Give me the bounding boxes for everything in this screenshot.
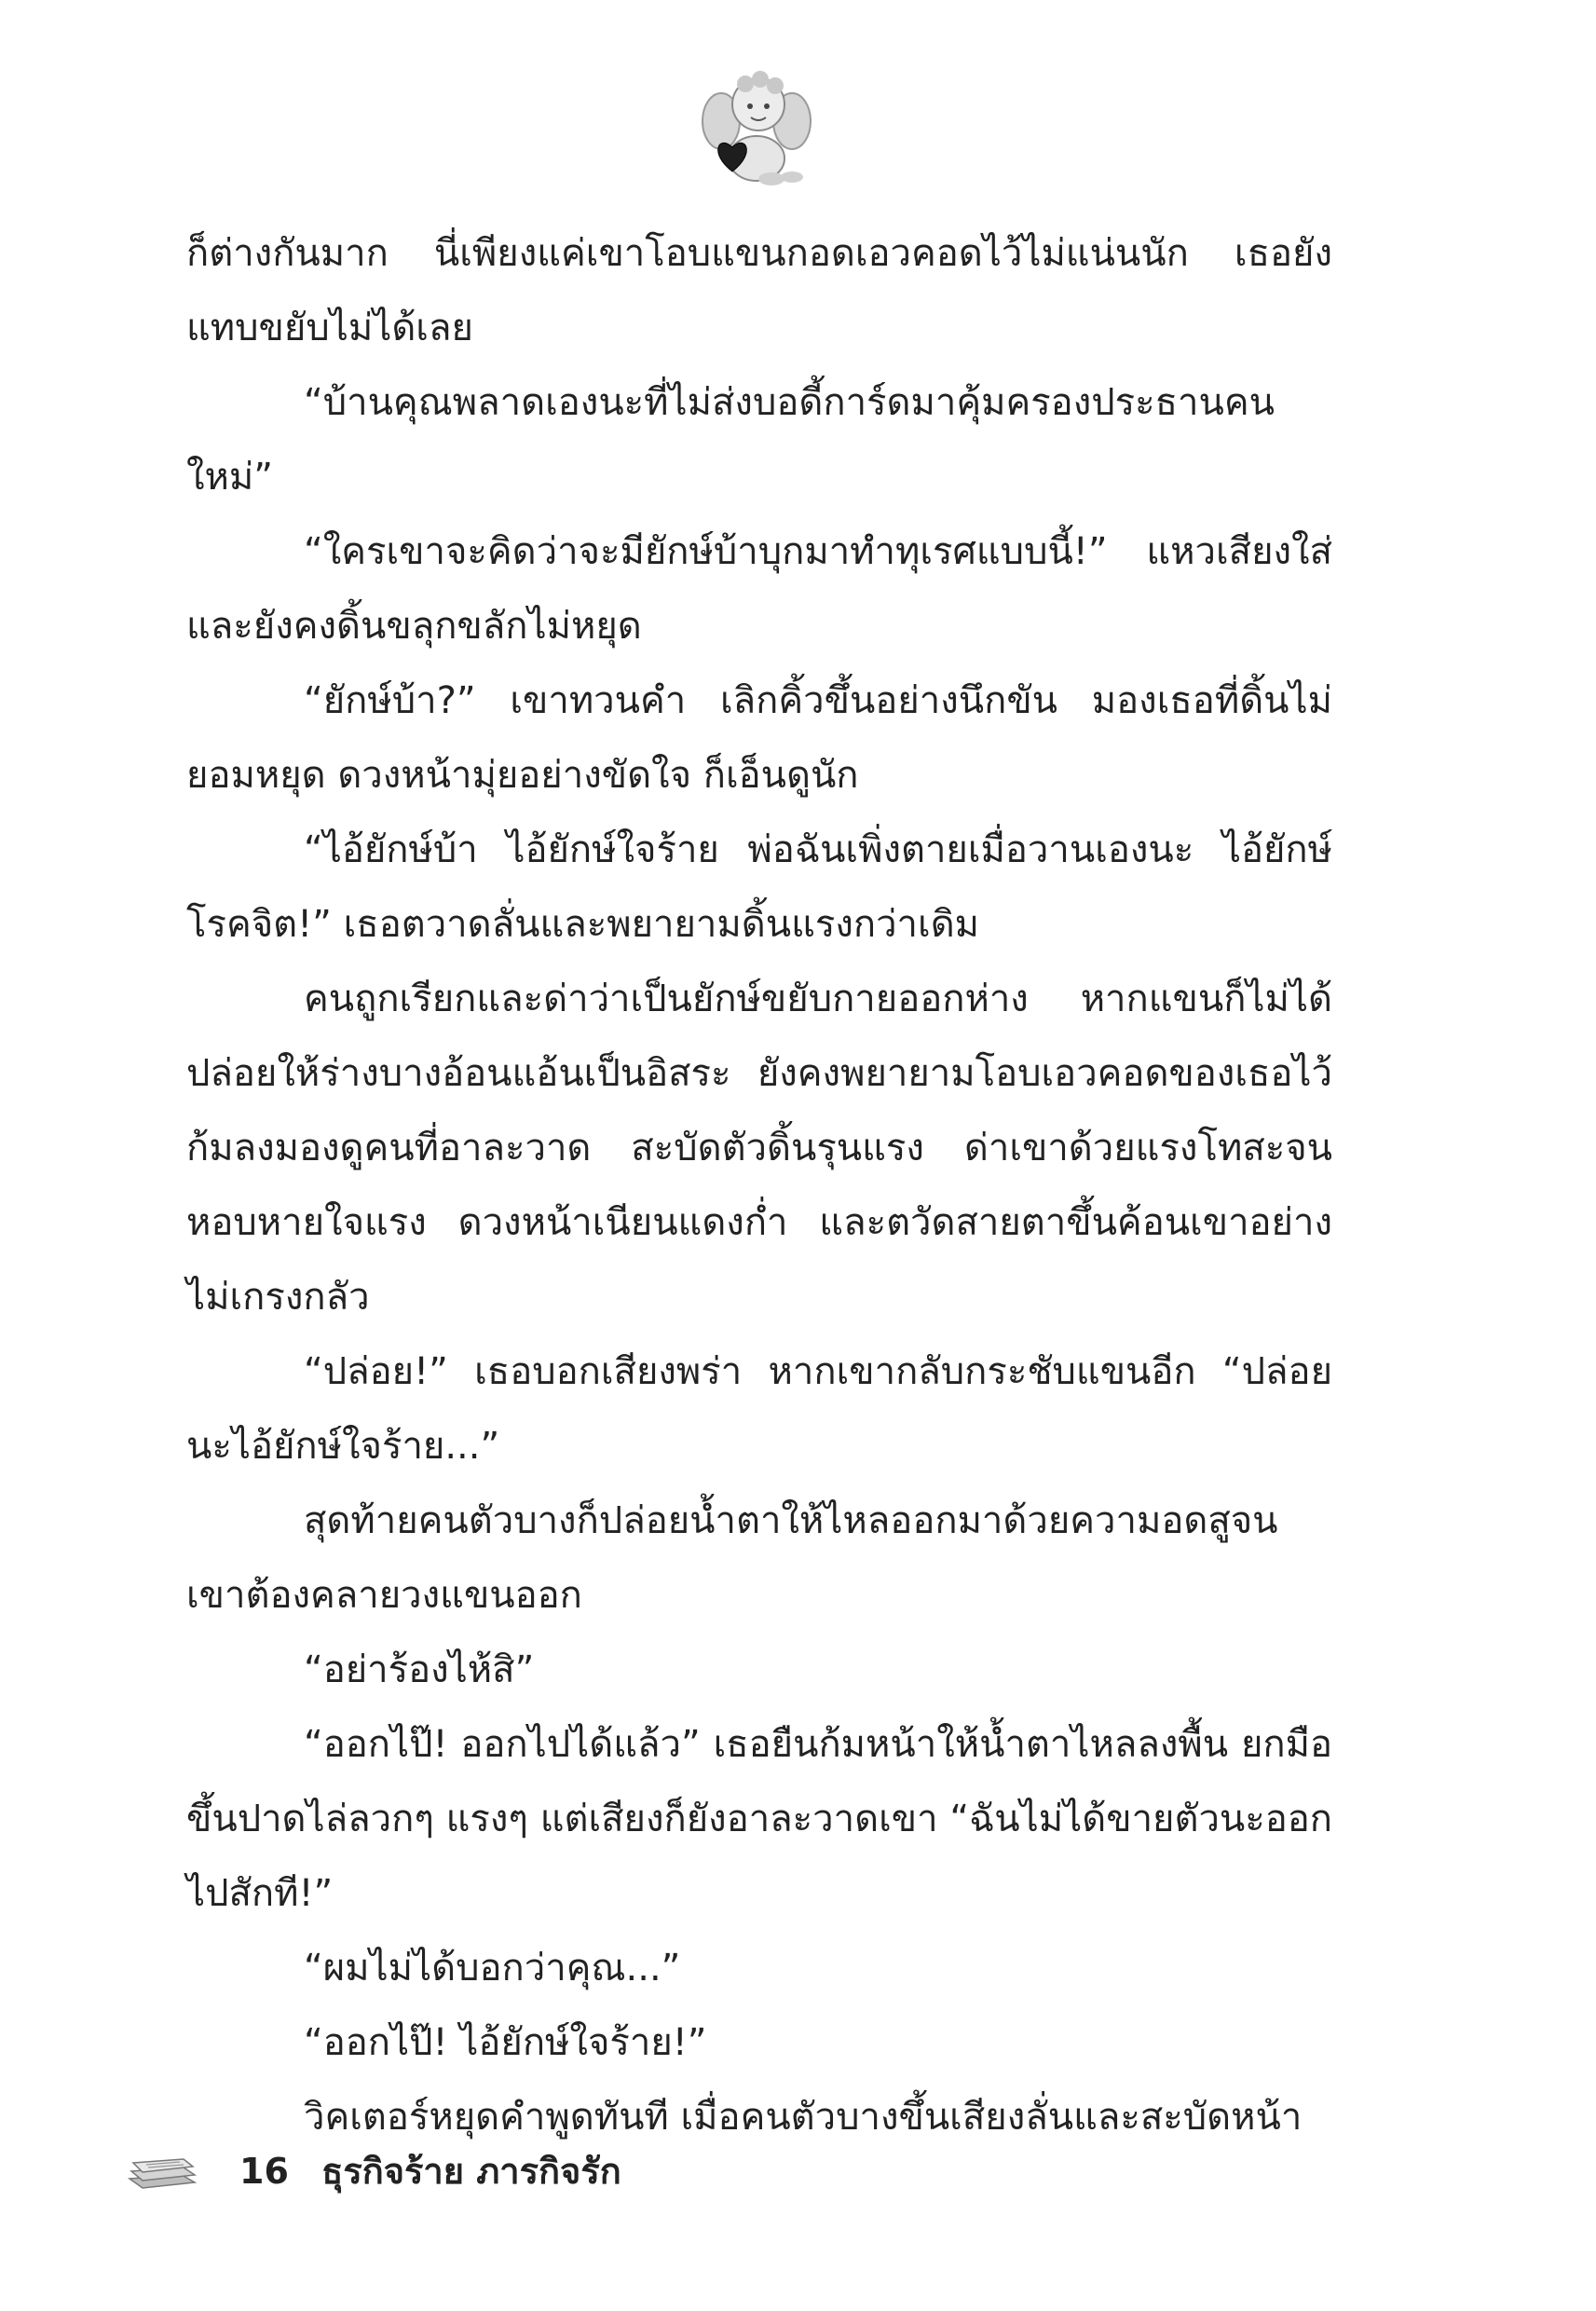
- paragraph: สุดท้ายคนตัวบางก็ปล่อยน้ำตาให้ไหลออกมาด้วยความอดสูจนเขาต้องคลายวงแขนออก: [186, 1499, 1278, 1617]
- page-footer: [126, 2143, 778, 2199]
- paragraph: “ปล่อย!” เธอบอกเสียงพร่า หากเขากลับกระชับแขนอีก “ปล่อยนะไอ้ยักษ์ใจร้าย...”: [186, 1350, 1332, 1468]
- cupid-heart-icon: [701, 67, 812, 188]
- paragraph: คนถูกเรียกและด่าว่าเป็นยักษ์ขยับกายออกห่าง หากแขนก็ไม่ได้ปล่อยให้ร่างบางอ้อนแอ้นเป็นอิสระ ยังคงพยายามโอบเอวคอดของเธอไว้ ก้มลงมองดูคนที่อาละวาด สะบัดตัวดิ้นรุนแรง ด่าเขาด้วยแรงโทสะจนหอบหายใจแรง ดวงหน้าเนียนแดงก่ำ และตวัดสายตาขึ้นค้อนเขาอย่างไม่เกรงกลัว: [186, 978, 1332, 1319]
- paragraph: ก็ต่างกันมาก นี่เพียงแค่เขาโอบแขนกอดเอวคอดไว้ไม่แน่นนัก เธอยังแทบขยับไม่ได้เลย: [186, 232, 1332, 349]
- paragraph: “ผมไม่ได้บอกว่าคุณ...”: [304, 1947, 681, 1990]
- paragraph: วิคเตอร์หยุดคำพูดทันที เมื่อคนตัวบางขึ้นเสียงลั่นและสะบัดหน้า: [304, 2096, 1303, 2139]
- book-title: ธุรกิจร้าย ภารกิจรัก: [321, 2151, 621, 2192]
- paragraph: “ใครเขาจะคิดว่าจะมียักษ์บ้าบุกมาทำทุเรศแบบนี้!” แหวเสียงใส่และยังคงดิ้นขลุกขลักไม่หยุด: [186, 530, 1332, 648]
- paragraph: “ออกไป๊! ไอ้ยักษ์ใจร้าย!”: [304, 2021, 707, 2064]
- paragraph: “บ้านคุณพลาดเองนะที่ไม่ส่งบอดี้การ์ดมาคุ้มครองประธานคนใหม่”: [186, 381, 1275, 499]
- paragraph: “ไอ้ยักษ์บ้า ไอ้ยักษ์ใจร้าย พ่อฉันเพิ่งตายเมื่อวานเองนะ ไอ้ยักษ์โรคจิต!” เธอตวาดลั่นและพยายามดิ้นแรงกว่าเดิม: [186, 828, 1332, 946]
- paragraph: “ออกไป๊! ออกไปได้แล้ว” เธอยืนก้มหน้าให้น้ำตาไหลลงพื้น ยกมือขึ้นปาดไล่ลวกๆ แรงๆ แต่เสียงก็ยังอาละวาดเขา “ฉันไม่ได้ขายตัวนะออกไปสักที!”: [186, 1723, 1332, 1915]
- newspaper-stack-icon: [126, 2151, 198, 2190]
- page-number: 16: [239, 2151, 289, 2192]
- body-text: [186, 216, 1332, 2154]
- paragraph: “ยักษ์บ้า?” เขาทวนคำ เลิกคิ้วขึ้นอย่างนึกขัน มองเธอที่ดิ้นไม่ยอมหยุด ดวงหน้ามุ่ยอย่างขัดใจ ก็เอ็นดูนัก: [186, 679, 1332, 797]
- paragraph: “อย่าร้องไห้สิ”: [304, 1648, 535, 1691]
